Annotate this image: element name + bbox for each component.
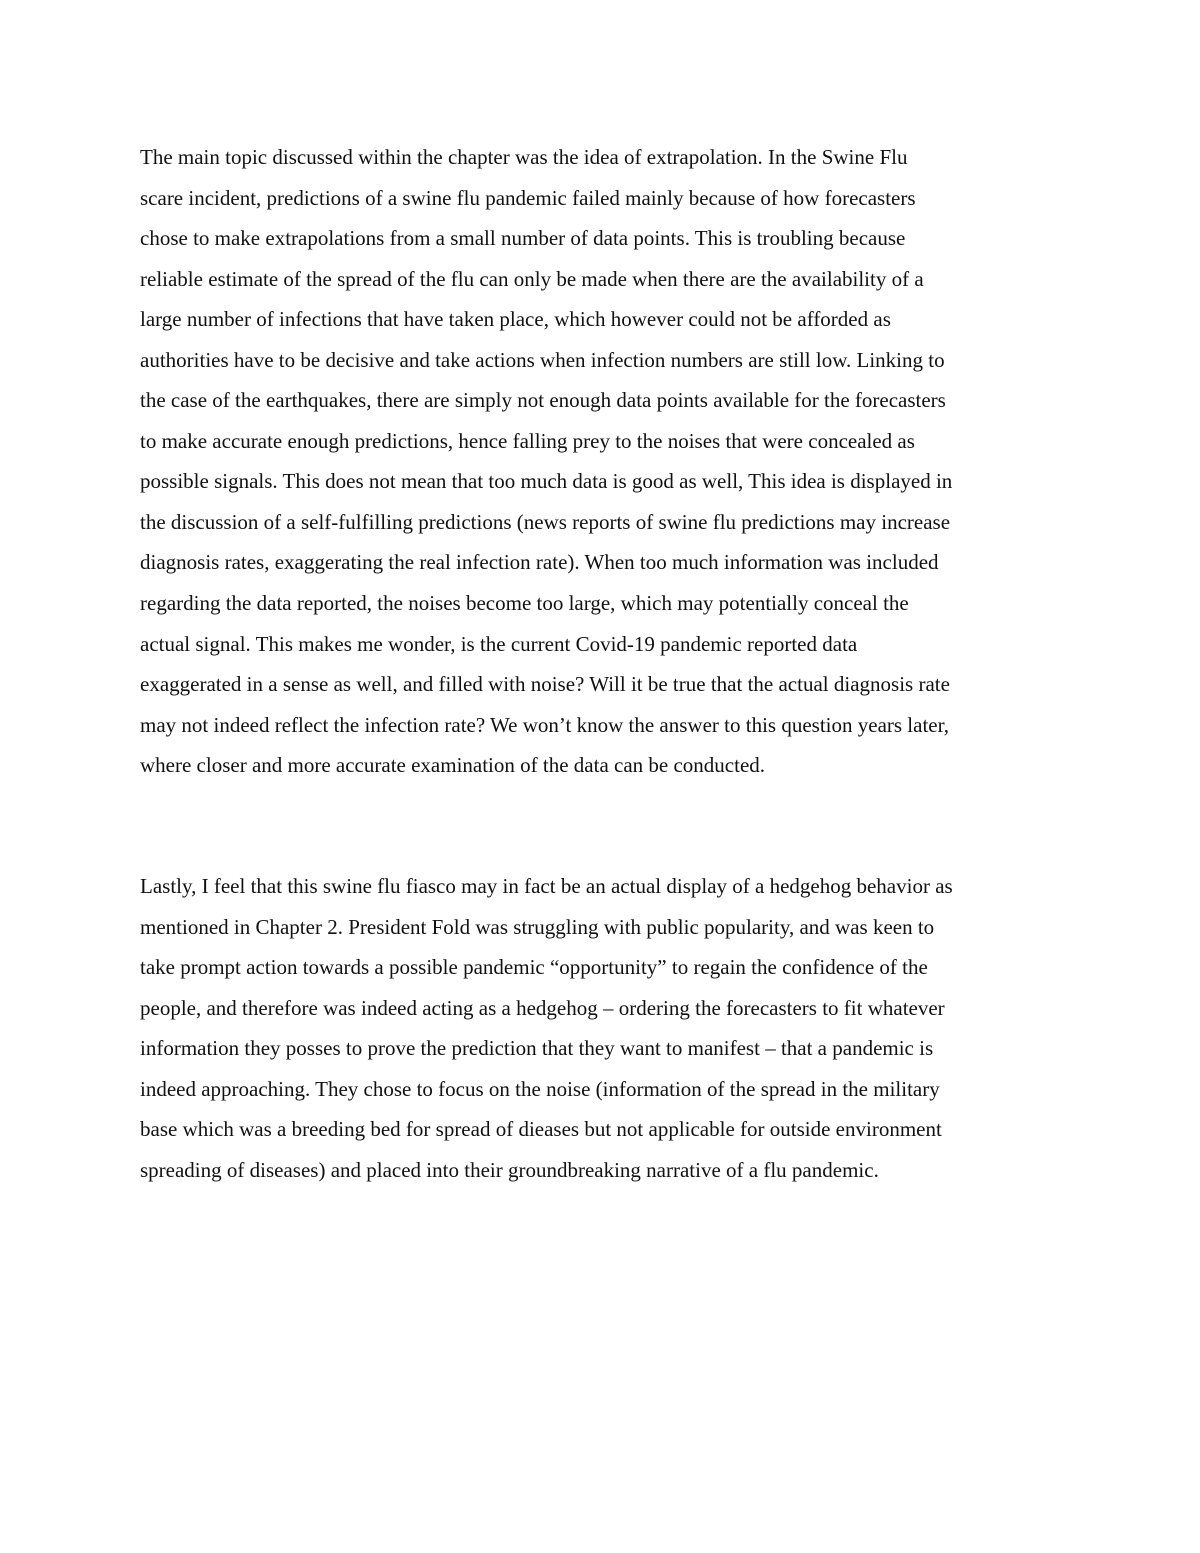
text-line: The main topic discussed within the chapter was the idea of extrapolation. In the Swine Flu	[140, 145, 908, 169]
text-line: large number of infections that have taken place, which however could not be afforded as	[140, 307, 891, 332]
text-line: base which was a breeding bed for spread of dieases but not applicable for outside environment	[140, 1117, 942, 1142]
text-line: authorities have to be decisive and take actions when infection numbers are still low. Linking to	[140, 347, 945, 372]
text-line: possible signals. This does not mean that too much data is good as well, This idea is displayed in	[140, 469, 953, 494]
text-line: where closer and more accurate examination of the data can be conducted.	[140, 753, 766, 778]
text-line: regarding the data reported, the noises become too large, which may potentially conceal the	[140, 591, 909, 616]
text-line: the case of the earthquakes, there are simply not enough data points available for the forecasters	[140, 388, 946, 413]
text-line: people, and therefore was indeed acting as a hedgehog – ordering the forecasters to fit whatever	[140, 995, 945, 1020]
text-line: indeed approaching. They chose to focus on the noise (information of the spread in the military	[140, 1076, 940, 1101]
text-line: to make accurate enough predictions, hence falling prey to the noises that were concealed as	[140, 428, 915, 453]
text-line: mentioned in Chapter 2. President Fold was struggling with public popularity, and was keen to	[140, 914, 935, 939]
paragraph-hedgehog	[140, 866, 953, 1190]
text-line: actual signal. This makes me wonder, is the current Covid-19 pandemic reported data	[140, 631, 858, 656]
text-line: may not indeed reflect the infection rate? We won’t know the answer to this question years later,	[140, 712, 950, 737]
text-line: take prompt action towards a possible pandemic “opportunity” to regain the confidence of the	[140, 955, 928, 980]
text-line: diagnosis rates, exaggerating the real infection rate). When too much information was included	[140, 550, 939, 575]
text-line: reliable estimate of the spread of the flu can only be made when there are the availability of a	[140, 266, 924, 291]
text-line: Lastly, I feel that this swine flu fiasco may in fact be an actual display of a hedgehog behavior as	[140, 874, 953, 898]
text-line: exaggerated in a sense as well, and filled with noise? Will it be true that the actual diagnosis rate	[140, 672, 950, 697]
text-line: spreading of diseases) and placed into their groundbreaking narrative of a flu pandemic.	[140, 1157, 879, 1182]
text-line: information they posses to prove the prediction that they want to manifest – that a pandemic is	[140, 1036, 934, 1061]
text-line: scare incident, predictions of a swine flu pandemic failed mainly because of how forecasters	[140, 185, 916, 210]
paragraph-extrapolation	[140, 137, 952, 786]
text-line: chose to make extrapolations from a small number of data points. This is troubling because	[140, 226, 906, 251]
text-line: the discussion of a self-fulfilling predictions (news reports of swine flu predictions may increase	[140, 509, 951, 534]
